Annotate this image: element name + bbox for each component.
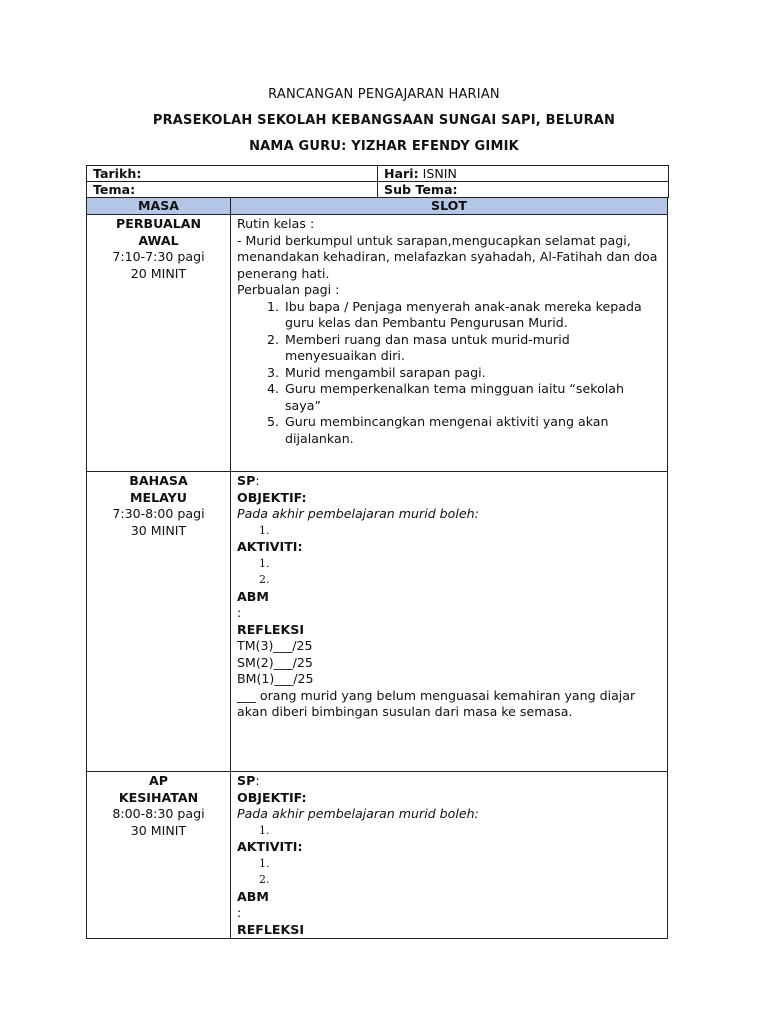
sm-score: SM(2)___/25 <box>237 654 313 670</box>
tarikh-label: Tarikh: <box>93 166 142 181</box>
tm-score: TM(3)___/25 <box>237 638 313 653</box>
session-time: 8:00-8:30 pagi <box>112 806 205 821</box>
sp-colon: : <box>255 773 260 788</box>
masa-column-header: MASA <box>87 198 231 215</box>
slot-cell <box>231 772 668 939</box>
perbualan-label: Perbualan pagi : <box>237 282 340 297</box>
refleksi-text: ___ orang murid yang belum menguasai kemahiran yang diajar akan diberi bimbingan susulan dari masa ke semasa. <box>237 687 636 719</box>
perbualan-list <box>237 299 661 448</box>
slot-column-header: SLOT <box>231 198 668 215</box>
sp-label: SP <box>237 773 256 788</box>
session-time: 7:30-8:00 pagi <box>112 506 205 521</box>
session-title: MELAYU <box>129 489 188 505</box>
masa-cell <box>87 472 231 772</box>
list-item: 1. Ibu bapa / Penjaga menyerah anak-anak mereka kepada guru kelas dan Pembantu Pengurusan Murid. <box>283 299 661 332</box>
tema-label: Tema: <box>93 182 136 197</box>
session-title: AP <box>149 773 168 788</box>
tarikh-cell <box>87 166 378 182</box>
list-item: 5. Guru membincangkan mengenai aktiviti yang akan dijalankan. <box>283 414 661 447</box>
abm-label: ABM <box>237 888 269 904</box>
aktiviti-number: 1. <box>259 856 270 870</box>
slot-cell <box>231 215 668 472</box>
table-row <box>87 472 668 772</box>
sp-label: SP <box>237 473 256 488</box>
table-row <box>87 772 668 939</box>
list-item: 2. Memberi ruang dan masa untuk murid-murid menyesuaikan diri. <box>283 332 661 365</box>
aktiviti-number: 2. <box>259 573 270 586</box>
abm-colon: : <box>237 905 242 920</box>
objektif-text: Pada akhir pembelajaran murid boleh: <box>237 506 479 521</box>
objektif-number: 1. <box>259 823 270 837</box>
session-title: BAHASA <box>129 473 188 488</box>
masa-cell <box>87 215 231 472</box>
sp-colon: : <box>255 473 260 488</box>
refleksi-label: REFLEKSI <box>237 921 305 937</box>
aktiviti-label: AKTIVITI: <box>237 539 303 554</box>
list-item: 4. Guru memperkenalkan tema mingguan iaitu “sekolah saya” <box>283 381 661 414</box>
teacher-name: NAMA GURU: YIZHAR EFENDY GIMIK <box>249 139 519 154</box>
session-duration: 30 MINIT <box>130 522 187 538</box>
hari-label: Hari: <box>384 166 419 181</box>
list-item: 3. Murid mengambil sarapan pagi. <box>283 365 661 382</box>
info-table <box>86 165 669 198</box>
abm-colon: : <box>237 605 242 620</box>
session-duration: 20 MINIT <box>130 265 187 281</box>
objektif-label: OBJEKTIF: <box>237 789 307 805</box>
masa-cell <box>87 772 231 939</box>
aktiviti-number: 2. <box>259 873 270 886</box>
objektif-number: 1. <box>259 523 270 537</box>
hari-value: ISNIN <box>422 166 457 181</box>
subtema-label: Sub Tema: <box>384 182 458 197</box>
objektif-text: Pada akhir pembelajaran murid boleh: <box>237 806 479 821</box>
session-title: KESIHATAN <box>118 789 199 805</box>
rutin-label: Rutin kelas : <box>237 216 315 231</box>
slot-cell <box>231 472 668 772</box>
subtema-cell <box>378 182 669 198</box>
objektif-label: OBJEKTIF: <box>237 489 307 505</box>
lesson-plan-table <box>86 197 668 939</box>
session-title: AWAL <box>138 232 179 248</box>
refleksi-label: REFLEKSI <box>237 621 305 637</box>
document-title: RANCANGAN PENGAJARAN HARIAN <box>268 87 500 102</box>
rutin-text: - Murid berkumpul untuk sarapan,mengucapkan selamat pagi, menandakan kehadiran, melafazkan syahadah, Al-Fatihah dan doa penerang hati. <box>237 232 658 281</box>
table-row <box>87 215 668 472</box>
session-duration: 30 MINIT <box>130 822 187 838</box>
tema-cell <box>87 182 378 198</box>
session-time: 7:10-7:30 pagi <box>112 249 205 264</box>
session-title: PERBUALAN <box>115 216 202 231</box>
abm-label: ABM <box>237 588 269 604</box>
hari-cell <box>378 166 669 182</box>
aktiviti-number: 1. <box>259 556 270 570</box>
aktiviti-label: AKTIVITI: <box>237 839 303 854</box>
school-name: PRASEKOLAH SEKOLAH KEBANGSAAN SUNGAI SAPI, BELURAN <box>152 113 616 128</box>
bm-score: BM(1)___/25 <box>237 671 314 686</box>
